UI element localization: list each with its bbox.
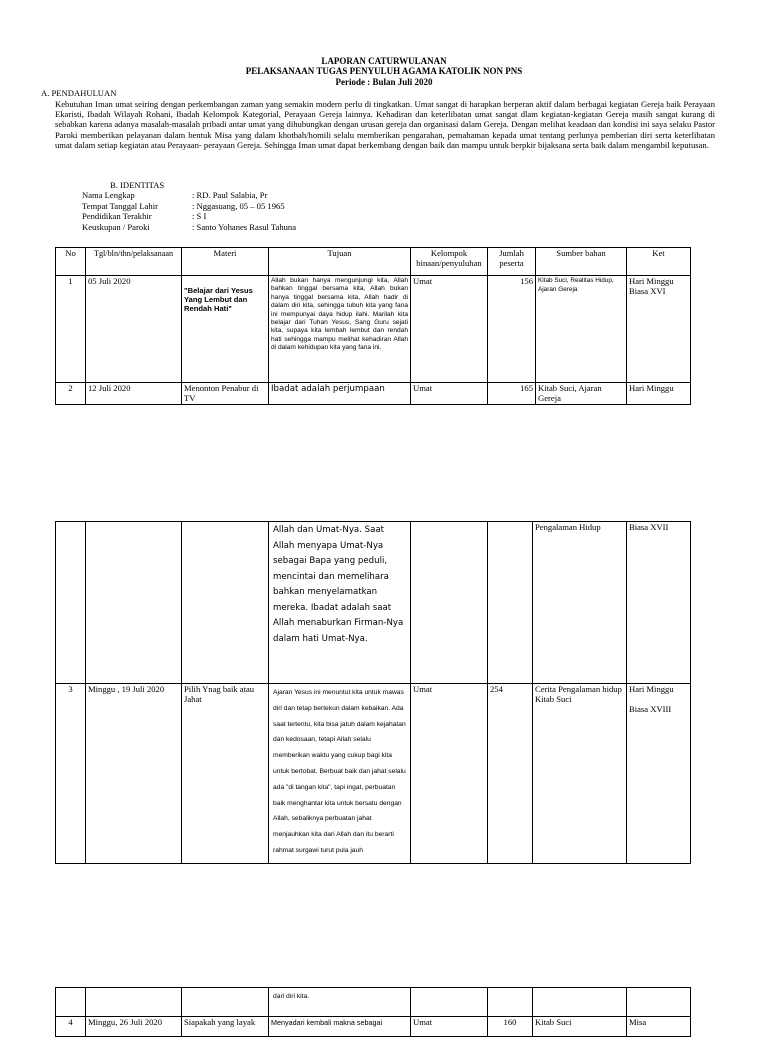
identity-label: Pendidikan Terakhir [82,211,152,221]
row-tujuan: dari diri kita. [269,988,411,1017]
row-date [86,988,182,1017]
row-no: 1 [56,276,86,383]
row-date: 05 Juli 2020 [86,276,182,383]
row-kelompok [411,522,488,684]
table-row [56,383,691,405]
activity-table-continued [55,521,691,864]
row-no: 4 [56,1017,86,1037]
header-kelompok: Kelompok binaan/penyuluhan [411,248,488,276]
header-tujuan: Tujuan [269,248,411,276]
row-sumber: Pengalaman Hidup [533,522,627,684]
row-sumber: Kitab Suci, Realitas Hidup, Ajaran Gereja [536,276,627,383]
row-sumber: Kitab Suci [533,1017,627,1037]
row-kelompok: Umat [411,1017,488,1037]
identity-row [82,190,482,201]
row-tujuan: Menyadari kembali makna sebagai [269,1017,411,1037]
row-sumber [533,988,627,1017]
ket-line: Hari Minggu [629,684,674,694]
table-row [56,276,691,383]
identity-label: Nama Lengkap [82,190,135,200]
row-no [56,988,86,1017]
row-jumlah [488,988,533,1017]
identity-label: Keuskupan / Paroki [82,221,150,232]
row-materi: Siapakah yang layak [182,1017,269,1037]
row-jumlah: 156 [488,276,536,383]
row-jumlah: 254 [488,684,533,864]
activity-table [55,247,691,405]
identity-value: : Santo Yohanes Rasul Tahuna [192,221,297,232]
table-row [56,522,691,684]
row-tujuan: Ajaran Yesus ini menuntut kita untuk mawas diri dan tetap bertekun dalam kebaikan. Ada saat tertentu, kita bisa jatuh dalam kejahatan dan kedosaan, tetapi Allah selalu memberikan waktu yang cukup bagi kita untuk bertobat. Berbuat baik dan jahat selalu ada "di tangan kita", tapi ingat, perbuatan baik menghantar kita untuk bersatu dengan Allah, sebaliknya perbuatan jahat menjauhkan kita dari Allah dan itu berarti rahmat surgawi turut pula jauh [269,684,411,864]
section-b-heading: B. IDENTITAS [110,180,165,190]
row-ket: Misa [627,1017,691,1037]
row-kelompok [411,988,488,1017]
row-kelompok: Umat [411,684,488,864]
header-no: No [56,248,86,276]
row-date: Minggu, 26 Juli 2020 [86,1017,182,1037]
row-ket: Hari Minggu [627,383,691,405]
identity-value: : Nggasuang, 05 – 05 1965 [192,200,285,211]
row-sumber [533,684,627,864]
row-ket: Hari Minggu Biasa XVI [627,276,691,383]
row-jumlah [488,522,533,684]
header-jumlah: Jumlah peserta [488,248,536,276]
materi-text: "Belajar dari Yesus Yang Lembut dan Rendah Hati" [184,286,253,313]
row-ket [627,684,691,864]
section-a-paragraph: Kebutuhan Iman umat seiring dengan perkembangan zaman yang semakin modern perlu di tingkatkan. Umat sangat di harapkan berperan aktif dalam berbagai kegiatan Gereja baik Perayaan Ekaristi, Ibadah Wilayah Rohani, Ibadah Kelompok Kategorial, Perayaan Gereja lainnya. Kehadiran dan keterlibatan umat sangat dlam kegiatan-kegiatan Gereja masih sangat kurang di sebabkan karena adanya masalah-masalah pribadi antar umat yang dihubungkan dengan urusan gereja dan organisasi dalam Gereja. Dengan melihat keadaan dan kondisi ini saya selaku Pastor Paroki memberikan pelayanan dalam bentuk Misa yang dalam khotbah/homili selalu memberikan pengarahan, pemahaman kepada umat tentang perlunya pemberian diri serta keterlibatan umat dalam setiap kegiatan atau Perayaan- perayaan Gereja. Sehingga Iman umat dapat berkembang dengan baik dan mampu untuk berpkir bijaksana serta baik dalam mengambil keputusan. [55,99,715,150]
row-tujuan: Allah bukan hanya mengunjungi kita, Allah bahkan tinggal bersama kita, Allah bukan hanya tinggal bersama kita, Allah hadir di dalam diri kita, sehingga tubuh kita yang fana ini mempunyai daya hidup ilahi. Marilah kita belajar dari Tuhan Yesus, Sang Guru sejati kita, supaya kita lembah lembut dan rendah hati sehingga mampu melihat kehadiran Allah di dalam kehidupan kita yang fana ini. [269,276,411,383]
row-date [86,522,182,684]
table-row [56,988,691,1017]
row-kelompok: Umat [411,383,488,405]
row-tujuan: Ibadat adalah perjumpaan [269,383,411,405]
row-materi [182,276,269,383]
identity-row [82,222,482,233]
header-date: Tgl/bln/thn/pelaksanaan [86,248,182,276]
identity-value: : RD. Paul Salabia, Pr [192,190,268,200]
identity-row [82,211,482,222]
header-sumber: Sumber bahan [536,248,627,276]
activity-table-continued-2 [55,987,691,1037]
page-2 [0,470,768,970]
page-3 [0,970,768,1027]
table-header-row [56,248,691,276]
row-date: Minggu , 19 Juli 2020 [86,684,182,864]
row-materi [182,988,269,1017]
identity-row [82,201,482,212]
report-period: Periode : Bulan Juli 2020 [335,77,433,87]
table-row [56,1017,691,1037]
identity-value: : S I [192,211,207,221]
report-title: LAPORAN CATURWULANAN [321,56,447,66]
row-date: 12 Juli 2020 [86,383,182,405]
row-jumlah: 160 [488,1017,533,1037]
ket-line: Biasa XVIII [629,703,672,714]
page-1 [0,0,768,470]
row-ket: Biasa XVII [627,522,691,684]
report-subtitle: PELAKSANAAN TUGAS PENYULUH AGAMA KATOLIK NON PNS [245,66,523,76]
row-ket [627,988,691,1017]
sumber-line: Kitab Suci [535,693,572,704]
header-materi: Materi [182,248,269,276]
identity-list [82,190,482,232]
row-materi [182,522,269,684]
row-no: 3 [56,684,86,864]
row-materi: Pilih Ynag baik atau Jahat [182,684,269,864]
header-ket: Ket [627,248,691,276]
table-row [56,684,691,864]
row-kelompok: Umat [411,276,488,383]
row-sumber: Kitab Suci, Ajaran Gereja [536,383,627,405]
sumber-line: Cerita Pengalaman hidup [535,684,622,694]
identity-label: Tempat Tanggal Lahir [82,200,158,211]
row-tujuan: Allah dan Umat-Nya. Saat Allah menyapa Umat-Nya sebagai Bapa yang peduli, mencintai dan memelihara bahkan menyelamatkan mereka. Ibadat adalah saat Allah menaburkan Firman-Nya dalam hati Umat-Nya. [269,522,411,684]
row-materi: Menonton Penabur di TV [182,383,269,405]
section-a-heading: A. PENDAHULUAN [41,88,117,98]
row-jumlah: 165 [488,383,536,405]
row-no: 2 [56,383,86,405]
row-no [56,522,86,684]
